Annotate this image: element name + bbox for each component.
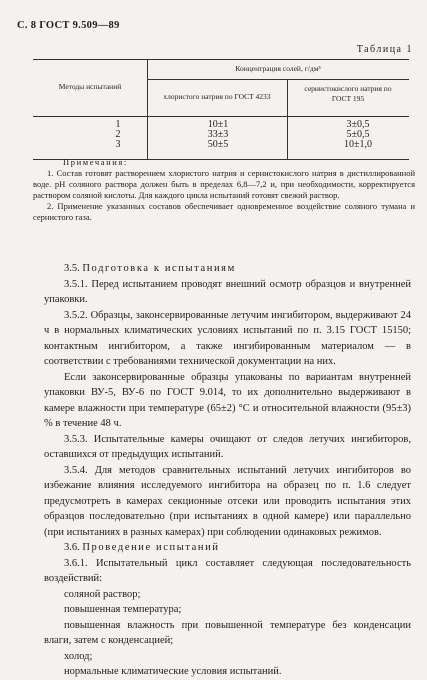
so2-column [323,120,393,150]
concentration-table [33,59,409,160]
paragraph-3-5-2: 3.5.2. Образцы, законсервированные летучим ингибитором, выдерживают 24 ч в нормальных климатических условиях испытаний по п. 3.15 ГОСТ 15150; контактным ингибитором, а также ингибированным материалом — в соответствии с требованиями технической документации на них. [44,309,411,367]
paragraph-3-5-1: 3.5.1. Перед испытанием проводят внешний осмотр образцов и внутренней упаковки. [44,278,411,305]
page-header: С. 8 ГОСТ 9.509—89 [17,20,120,31]
col-concentration-header: Концентрация солей, г/дм³ [235,64,321,73]
table-cell: 1 [115,119,121,130]
notes-block [33,157,415,223]
table-cell: 3±0,5 [346,119,370,130]
table-caption: Таблица 1 [356,44,413,55]
table-cell: 10±1 [207,119,229,130]
main-text [44,261,411,680]
section-3-5-heading: 3.5. Подготовка к испытаниям [64,263,236,274]
paragraph-3-5-4: 3.5.4. Для методов сравнительных испытаний летучих ингибиторов во избежание влияния исследуемого ингибитора на образец по п. 1.6 следует предусмотреть в камерах секционные отсеки или проводить испытания этих образцов последовательно (при испытаниях в одной камере) или параллельно (при испытаниях в разных камерах) при соблюдении одинаковых режимов. [44,464,411,538]
paragraph-3-5-3: 3.5.3. Испытательные камеры очищают от следов летучих ингибиторов, оставшихся от предыдущих испытаний. [44,433,411,460]
paragraph-3-6-1: 3.6.1. Испытательный цикл составляет следующая последовательность воздействий: [44,557,411,584]
nacl-column [183,120,253,150]
paragraph-3-5-2-cont: Если законсервированные образцы упакованы по вариантам внутренней упаковки ВУ-5, ВУ-6 по ГОСТ 9.014, то их дополнительно выдерживают в камере влажности при температуре (65±2) °С и относительной влажности (95±3) % в течение 48 ч. [44,371,411,429]
table-header [33,60,409,117]
col-methods-header: Методы испытаний [58,82,122,91]
table-cell: 3 [115,139,121,150]
list-item: соляной раствор; [64,588,141,600]
section-3-6-heading: 3.6. Проведение испытаний [64,542,220,553]
table-cell: 5±0,5 [346,129,370,140]
notes-title: Примечания: [63,157,128,167]
table-cell: 33±3 [207,129,229,140]
table-cell: 10±1,0 [344,139,372,150]
list-item: холод; [64,650,93,662]
note-1: 1. Состав готовят растворением хлористого натрия и сернистокислого натрия в дистиллированной воде. рН соляного раствора должен быть в пределах 6,8—7,2 и, при необходимости, корректируется раствором соляной кислоты. Для каждого цикла испытаний готовят свежий раствор. [33,168,415,200]
col-so2-header: сернистокислого натрия по ГОСТ 195 [304,84,392,103]
list-item: повышенная влажность при повышенной температуре без конденсации влаги, затем с конденсацией; [44,619,411,646]
list-item: повышенная температура; [64,604,182,615]
table-body [33,117,409,159]
list-item: нормальные климатические условия испытаний. [64,666,282,677]
col-nacl-header: хлористого натрия по ГОСТ 4233 [163,92,271,101]
table-cell: 50±5 [207,139,229,150]
note-2: 2. Применение указанных составов обеспечивает одновременное воздействие соляного тумана и сернистого газа. [33,201,415,222]
methods-column [93,120,143,150]
table-cell: 2 [115,129,121,140]
